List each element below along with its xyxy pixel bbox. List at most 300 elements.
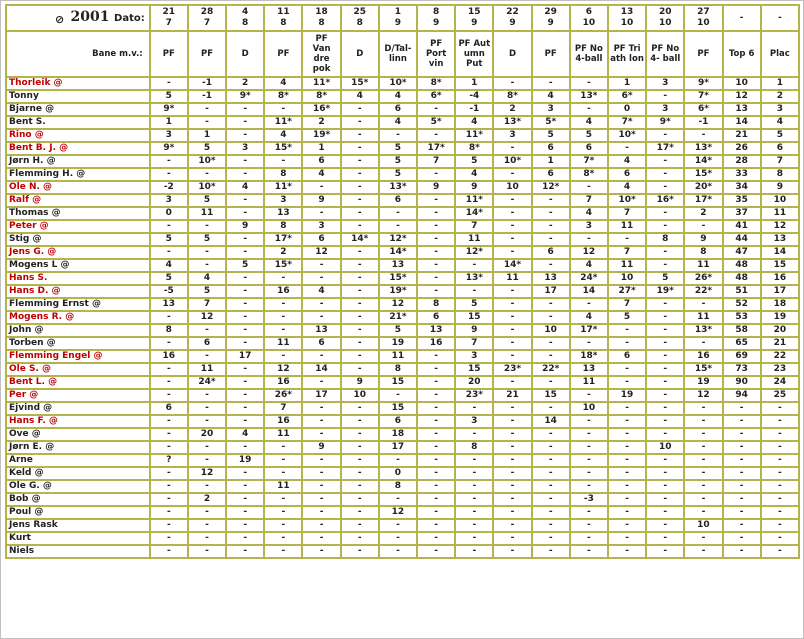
score-cell: 6 — [532, 246, 570, 259]
score-cell: 12 — [188, 311, 226, 324]
player-name: Hans S. — [6, 272, 150, 285]
score-cell: - — [570, 467, 608, 480]
score-cell: - — [608, 363, 646, 376]
score-cell: - — [532, 77, 570, 90]
score-cell: - — [493, 285, 531, 298]
score-cell: - — [188, 454, 226, 467]
score-cell: 1 — [608, 77, 646, 90]
score-cell: 24* — [570, 272, 608, 285]
score-cell: 4 — [341, 90, 379, 103]
score-cell: 4 — [532, 90, 570, 103]
score-cell: 14* — [379, 246, 417, 259]
score-cell: 6 — [532, 168, 570, 181]
top6-score-cell: - — [723, 454, 761, 467]
score-cell: - — [646, 376, 684, 389]
dato-label: Dato: — [114, 13, 145, 24]
placement-cell: 20 — [761, 324, 799, 337]
score-cell: - — [150, 545, 188, 558]
score-cell: - — [302, 519, 340, 532]
score-cell: 4 — [302, 168, 340, 181]
score-cell: 6 — [150, 402, 188, 415]
score-cell: - — [264, 506, 302, 519]
score-cell: - — [226, 467, 264, 480]
score-cell: - — [646, 532, 684, 545]
top6-score-cell: - — [723, 532, 761, 545]
score-cell: 9 — [417, 181, 455, 194]
score-cell: - — [302, 402, 340, 415]
score-cell: 3 — [150, 194, 188, 207]
score-cell: - — [150, 311, 188, 324]
score-cell: 5 — [226, 259, 264, 272]
player-row — [6, 415, 799, 428]
score-cell: - — [341, 246, 379, 259]
score-cell: - — [417, 272, 455, 285]
score-cell: 0 — [608, 103, 646, 116]
score-cell: - — [226, 194, 264, 207]
player-name: Torben @ — [6, 337, 150, 350]
course-header-cell: PF Tri ath lon — [608, 31, 646, 77]
score-cell: 11 — [608, 259, 646, 272]
score-cell: 27* — [608, 285, 646, 298]
top6-score-cell: 48 — [723, 272, 761, 285]
score-cell: - — [417, 259, 455, 272]
placement-cell: 24 — [761, 376, 799, 389]
score-cell: - — [417, 246, 455, 259]
score-cell: - — [226, 272, 264, 285]
score-cell: - — [417, 194, 455, 207]
score-cell: 5* — [532, 116, 570, 129]
score-cell: 3 — [570, 220, 608, 233]
date-header-row — [6, 5, 799, 31]
score-cell: - — [150, 428, 188, 441]
score-cell: - — [570, 77, 608, 90]
score-cell: - — [226, 207, 264, 220]
course-header-cell: PF — [264, 31, 302, 77]
score-cell: 1 — [455, 77, 493, 90]
score-cell: - — [264, 155, 302, 168]
score-cell: 14* — [455, 207, 493, 220]
placement-cell: 11 — [761, 207, 799, 220]
score-cell: - — [226, 545, 264, 558]
score-cell: 17* — [646, 142, 684, 155]
score-cell: - — [188, 116, 226, 129]
player-name: Mogens L @ — [6, 259, 150, 272]
score-cell: - — [264, 467, 302, 480]
score-cell: 15* — [684, 363, 722, 376]
top6-score-cell: - — [723, 467, 761, 480]
date-header-cell: 18 8 — [302, 5, 340, 31]
player-row — [6, 168, 799, 181]
score-cell: 4 — [226, 428, 264, 441]
score-cell: - — [264, 324, 302, 337]
score-cell: - — [264, 103, 302, 116]
placement-cell: - — [761, 402, 799, 415]
placement-cell: - — [761, 493, 799, 506]
score-cell: 5 — [150, 272, 188, 285]
score-cell: 17* — [570, 324, 608, 337]
score-cell: 5 — [150, 90, 188, 103]
course-header-cell: PF No 4- ball — [646, 31, 684, 77]
score-cell: - — [608, 402, 646, 415]
score-cell: 4 — [570, 259, 608, 272]
score-cell: - — [188, 506, 226, 519]
score-cell: - — [341, 493, 379, 506]
score-cell: 7* — [570, 155, 608, 168]
score-cell: - — [493, 480, 531, 493]
score-cell: 20* — [684, 181, 722, 194]
date-header-cell: 8 9 — [417, 5, 455, 31]
course-header-cell: Plac — [761, 31, 799, 77]
score-cell: 21* — [379, 311, 417, 324]
score-cell: 14* — [684, 155, 722, 168]
score-cell: - — [532, 311, 570, 324]
top6-score-cell: - — [723, 519, 761, 532]
top6-score-cell: 65 — [723, 337, 761, 350]
course-header-cell: D/Tal- linn — [379, 31, 417, 77]
score-cell: - — [493, 415, 531, 428]
score-cell: - — [417, 519, 455, 532]
score-cell: - — [570, 233, 608, 246]
player-name: Per @ — [6, 389, 150, 402]
placement-cell: 5 — [761, 129, 799, 142]
score-cell: - — [150, 220, 188, 233]
top6-score-cell: - — [723, 545, 761, 558]
top6-score-cell: 13 — [723, 103, 761, 116]
score-cell: 15* — [341, 77, 379, 90]
score-cell: - — [493, 441, 531, 454]
score-cell: 10* — [379, 77, 417, 90]
score-cell: 5 — [532, 129, 570, 142]
score-cell: - — [417, 233, 455, 246]
top6-score-cell: 48 — [723, 259, 761, 272]
score-cell: - — [684, 402, 722, 415]
score-cell: - — [646, 467, 684, 480]
player-name: Ole N. @ — [6, 181, 150, 194]
score-cell: - — [608, 428, 646, 441]
score-cell: 2 — [264, 246, 302, 259]
date-header-cell: 15 9 — [455, 5, 493, 31]
score-cell: 9 — [455, 324, 493, 337]
player-name: Ole G. @ — [6, 480, 150, 493]
score-cell: 8 — [417, 298, 455, 311]
player-row — [6, 545, 799, 558]
score-cell: 26* — [264, 389, 302, 402]
score-cell: 15 — [379, 402, 417, 415]
player-row — [6, 272, 799, 285]
score-cell: 12 — [302, 246, 340, 259]
score-cell: - — [417, 168, 455, 181]
score-cell: 11* — [455, 129, 493, 142]
score-cell: 11 — [608, 220, 646, 233]
date-header-cell: 20 10 — [646, 5, 684, 31]
score-cell: -1 — [684, 116, 722, 129]
score-cell: - — [302, 181, 340, 194]
top6-score-cell: - — [723, 402, 761, 415]
score-cell: - — [646, 415, 684, 428]
player-row — [6, 116, 799, 129]
score-cell: - — [570, 532, 608, 545]
placement-cell: 16 — [761, 272, 799, 285]
score-cell: - — [226, 415, 264, 428]
score-cell: - — [302, 545, 340, 558]
score-cell: - — [341, 545, 379, 558]
score-cell: - — [150, 155, 188, 168]
player-name: Keld @ — [6, 467, 150, 480]
score-cell: 10* — [493, 155, 531, 168]
score-cell: - — [684, 441, 722, 454]
score-cell: - — [341, 506, 379, 519]
score-cell: 1 — [150, 116, 188, 129]
player-name: Jens G. @ — [6, 246, 150, 259]
score-cell: 4 — [379, 116, 417, 129]
score-cell: - — [417, 363, 455, 376]
score-cell: 20 — [455, 376, 493, 389]
placement-cell: 18 — [761, 298, 799, 311]
score-cell: 10 — [646, 441, 684, 454]
score-cell: - — [341, 467, 379, 480]
score-cell: 2 — [188, 493, 226, 506]
score-cell: - — [493, 311, 531, 324]
score-cell: - — [150, 389, 188, 402]
score-cell: 9 — [302, 194, 340, 207]
score-cell: - — [493, 194, 531, 207]
score-cell: - — [532, 233, 570, 246]
score-cell: 1 — [188, 129, 226, 142]
score-cell: 9* — [150, 142, 188, 155]
score-cell: - — [646, 246, 684, 259]
score-cell: - — [417, 103, 455, 116]
score-cell: 4 — [570, 207, 608, 220]
score-cell: 15* — [684, 168, 722, 181]
course-header-cell: PF — [150, 31, 188, 77]
score-cell: - — [188, 220, 226, 233]
player-row — [6, 298, 799, 311]
score-cell: 17* — [684, 194, 722, 207]
score-cell: - — [570, 103, 608, 116]
score-cell: - — [341, 324, 379, 337]
score-cell: 17 — [302, 389, 340, 402]
score-cell: 2 — [493, 103, 531, 116]
score-cell: 14* — [341, 233, 379, 246]
course-header-cell: PF Aut umn Put — [455, 31, 493, 77]
score-cell: 4 — [455, 168, 493, 181]
score-cell: - — [455, 480, 493, 493]
score-cell: 9* — [226, 90, 264, 103]
score-cell: 15* — [379, 272, 417, 285]
score-cell: - — [417, 441, 455, 454]
player-row — [6, 103, 799, 116]
score-cell: - — [646, 545, 684, 558]
score-cell: - — [455, 519, 493, 532]
score-cell: 8* — [570, 168, 608, 181]
score-cell: - — [646, 454, 684, 467]
player-name: Jørn H. @ — [6, 155, 150, 168]
score-cell: 24* — [188, 376, 226, 389]
date-header-cell: 1 9 — [379, 5, 417, 31]
score-cell: - — [417, 506, 455, 519]
player-name: Peter @ — [6, 220, 150, 233]
score-cell: - — [264, 532, 302, 545]
score-cell: 6 — [379, 103, 417, 116]
score-cell: - — [188, 402, 226, 415]
score-cell: 19* — [302, 129, 340, 142]
top6-score-cell: 90 — [723, 376, 761, 389]
score-cell: - — [264, 350, 302, 363]
score-cell: - — [646, 155, 684, 168]
score-cell: 5 — [455, 155, 493, 168]
score-cell: 4 — [570, 311, 608, 324]
score-cell: - — [684, 220, 722, 233]
placement-cell: - — [761, 415, 799, 428]
score-cell: 6 — [302, 155, 340, 168]
score-cell: 5 — [379, 142, 417, 155]
score-cell: - — [341, 519, 379, 532]
top6-score-cell: 52 — [723, 298, 761, 311]
course-header-cell: D — [493, 31, 531, 77]
score-cell: 15 — [379, 376, 417, 389]
score-cell: - — [150, 337, 188, 350]
course-header-cell: Top 6 — [723, 31, 761, 77]
score-cell: - — [302, 259, 340, 272]
score-cell: 8 — [379, 363, 417, 376]
player-row — [6, 441, 799, 454]
score-cell: - — [379, 493, 417, 506]
score-cell: - — [493, 532, 531, 545]
score-cell: - — [379, 519, 417, 532]
score-cell: 6 — [302, 337, 340, 350]
score-cell: - — [188, 480, 226, 493]
score-cell: 19* — [646, 285, 684, 298]
score-cell: - — [302, 493, 340, 506]
player-name: Ole S. @ — [6, 363, 150, 376]
score-cell: - — [608, 532, 646, 545]
score-cell: 14* — [493, 259, 531, 272]
top6-score-cell: 41 — [723, 220, 761, 233]
score-cell: 19 — [608, 389, 646, 402]
score-cell: - — [493, 454, 531, 467]
score-cell: - — [570, 519, 608, 532]
score-cell: - — [379, 207, 417, 220]
score-cell: - — [570, 337, 608, 350]
player-name: John @ — [6, 324, 150, 337]
score-cell: 3 — [646, 103, 684, 116]
score-cell: - — [684, 415, 722, 428]
score-cell: - — [532, 441, 570, 454]
player-row — [6, 506, 799, 519]
score-cell: - — [417, 428, 455, 441]
score-cell: 12 — [684, 389, 722, 402]
top6-score-cell: 12 — [723, 90, 761, 103]
score-cell: 6 — [608, 350, 646, 363]
score-cell: 13* — [455, 272, 493, 285]
score-cell: - — [226, 506, 264, 519]
score-cell: - — [341, 168, 379, 181]
score-cell: 13 — [302, 324, 340, 337]
top6-score-cell: 58 — [723, 324, 761, 337]
score-cell: 11 — [264, 428, 302, 441]
course-header-cell: PF — [532, 31, 570, 77]
score-cell: 12 — [379, 298, 417, 311]
player-name: Bjarne @ — [6, 103, 150, 116]
score-cell: 8 — [646, 233, 684, 246]
player-row — [6, 259, 799, 272]
score-cell: - — [417, 285, 455, 298]
score-cell: -4 — [455, 90, 493, 103]
score-cell: 11 — [684, 259, 722, 272]
player-row — [6, 363, 799, 376]
score-cell: 13 — [264, 207, 302, 220]
score-cell: 15* — [264, 259, 302, 272]
score-cell: - — [379, 545, 417, 558]
score-cell: - — [150, 415, 188, 428]
score-cell: - — [608, 233, 646, 246]
player-row — [6, 311, 799, 324]
score-cell: - — [646, 480, 684, 493]
score-cell: 7 — [417, 155, 455, 168]
placement-cell: - — [761, 428, 799, 441]
score-cell: 5 — [570, 129, 608, 142]
top6-score-cell: 69 — [723, 350, 761, 363]
score-cell: 16 — [264, 285, 302, 298]
score-cell: - — [684, 428, 722, 441]
score-cell: - — [341, 116, 379, 129]
player-name: Bent B. J. @ — [6, 142, 150, 155]
placement-cell: 7 — [761, 155, 799, 168]
placement-cell: - — [761, 519, 799, 532]
placement-cell: 4 — [761, 116, 799, 129]
score-cell: 16 — [417, 337, 455, 350]
placement-cell: 12 — [761, 220, 799, 233]
logo-icon: ⊘ — [55, 13, 65, 26]
score-cell: 16* — [646, 194, 684, 207]
score-cell: - — [341, 402, 379, 415]
score-cell: - — [684, 545, 722, 558]
score-cell: 3 — [264, 194, 302, 207]
score-cell: 8* — [417, 77, 455, 90]
score-cell: - — [684, 506, 722, 519]
score-cell: - — [341, 311, 379, 324]
score-cell: 16 — [150, 350, 188, 363]
score-cell: - — [532, 337, 570, 350]
score-cell: 13 — [417, 324, 455, 337]
score-cell: 11* — [264, 116, 302, 129]
score-cell: - — [417, 480, 455, 493]
score-cell: 7 — [455, 220, 493, 233]
player-row — [6, 376, 799, 389]
score-cell: - — [570, 545, 608, 558]
player-name: Ove @ — [6, 428, 150, 441]
score-cell: 10* — [608, 194, 646, 207]
score-cell: 2 — [684, 207, 722, 220]
score-cell: - — [150, 506, 188, 519]
placement-cell: 15 — [761, 259, 799, 272]
score-cell: 4 — [264, 129, 302, 142]
score-cell: 10 — [570, 402, 608, 415]
score-cell: - — [226, 441, 264, 454]
score-cell: 9 — [302, 441, 340, 454]
score-cell: - — [341, 441, 379, 454]
score-cell: 13* — [684, 142, 722, 155]
score-cell: - — [684, 467, 722, 480]
score-cell: 8* — [264, 90, 302, 103]
score-cell: - — [226, 376, 264, 389]
top6-score-cell: 53 — [723, 311, 761, 324]
score-cell: - — [570, 415, 608, 428]
player-name: Rino @ — [6, 129, 150, 142]
placement-cell: 22 — [761, 350, 799, 363]
score-cell: 4 — [302, 285, 340, 298]
score-cell: 13 — [150, 298, 188, 311]
